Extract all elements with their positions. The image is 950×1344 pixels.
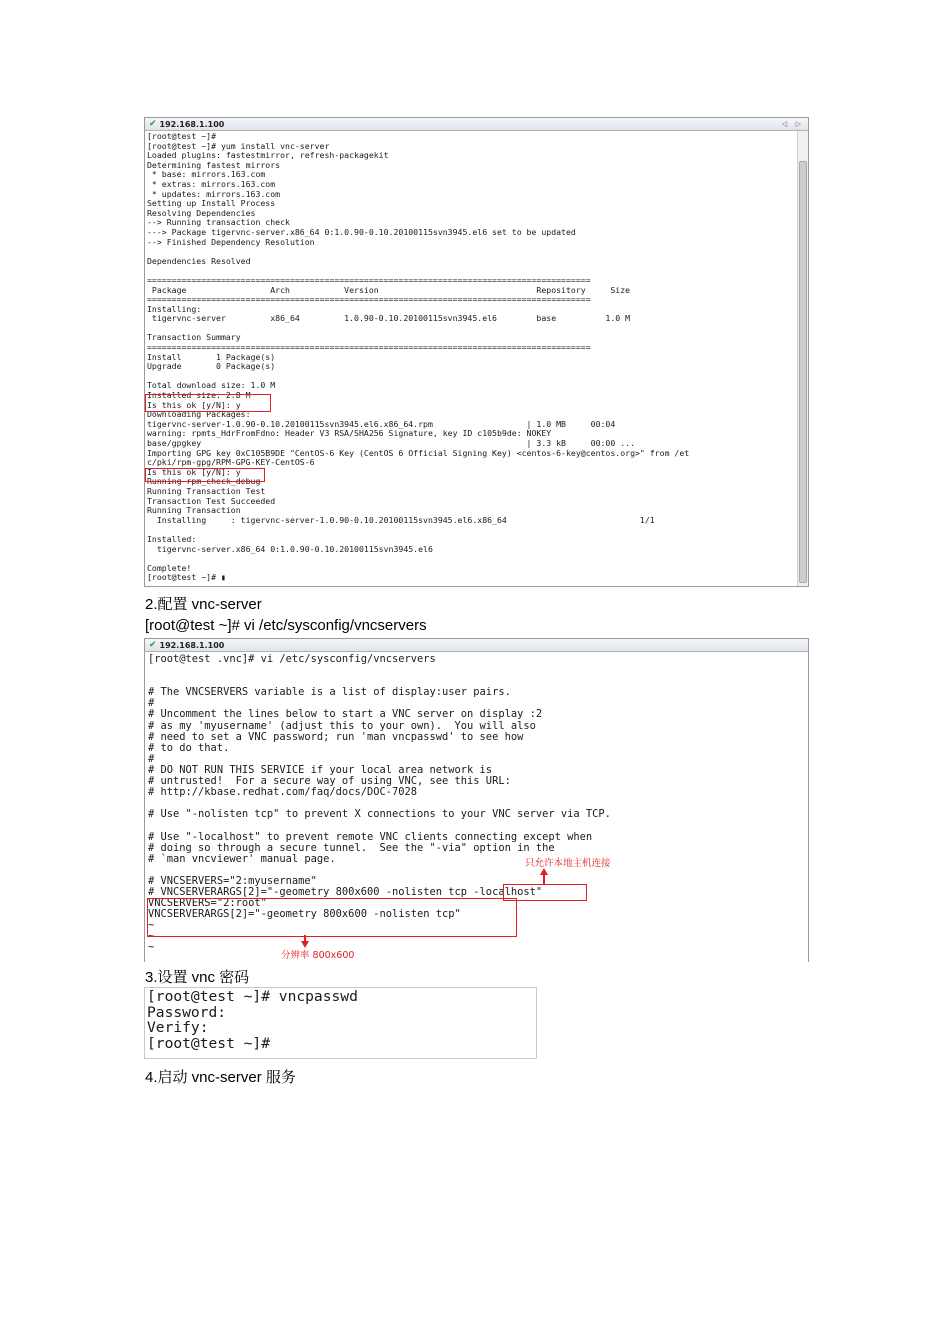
- highlight-box-confirm-2: [145, 468, 265, 482]
- step-3-caption: 3.设置 vnc 密码: [145, 969, 250, 986]
- terminal-output: [root@test .vnc]# vi /etc/sysconfig/vncservers # The VNCSERVERS variable is a list of display:user pairs. # # Uncomment the lines below to start a VNC server on display :2 # as my 'myusername' (adjust this to your own). You will also # need to set a VNC password; run 'man vncpasswd' to see how # to do that. # # DO NOT RUN THIS SERVICE if your local area network is # untrusted! For a secure way of using VNC, see this URL: # http://kbase.redhat.com/faq/docs/DOC-7028 # Use "-nolisten tcp" to prevent X connections to your VNC server via TCP. # Use "-localhost" to prevent remote VNC clients connecting except when # doing so through a secure tunnel. See the "-via" option in the # `man vncviewer' manual page. # VNCSERVERS="2:myusername" # VNCSERVERARGS[2]="-geometry 800x600 -nolisten tcp -localhost" VNCSERVERS="2:root" VNCSERVERARGS[2]="-geometry 800x600 -nolisten tcp" ~ ~ ~: [148, 653, 611, 954]
- terminal-titlebar: [145, 118, 808, 131]
- terminal-title: 192.168.1.100: [159, 119, 225, 129]
- highlight-box-confirm-1: [145, 394, 271, 412]
- terminal-title: 192.168.1.100: [159, 640, 225, 650]
- step-4-caption: 4.启动 vnc-server 服务: [145, 1069, 296, 1086]
- terminal-titlebar: [145, 639, 808, 652]
- arrow-up-icon: [540, 868, 548, 875]
- terminal-output: [root@test ~]# [root@test ~]# yum install vnc-server Loaded plugins: fastestmirror, refresh-packagekit Determining fastest mirrors * base: mirrors.163.com * extras: mirrors.163.com * updates: mirrors.163.com Setting up Install Process Resolving Dependencies --> Running transaction check ---> Package tigervnc-server.x86_64 0:1.0.90-0.10.20100115svn3945.el6 set to be updated --> Finished Dependency Resolution Dependencies Resolved ========================================================================================== Package Arch Version Repository Size ========================================================================================== Installing: tigervnc-server x86_64 1.0.90-0.10.20100115svn3945.el6 base 1.0 M Transaction Summary ========================================================================================== Install 1 Package(s) Upgrade 0 Package(s) Total download size: 1.0 M Installed size: 2.8 M Is this ok [y/N]: y Downloading Packages: tigervnc-server-1.0.90-0.10.20100115svn3945.el6.x86_64.rpm | 1.0 MB 00:04 warning: rpmts_HdrFromFdno: Header V3 RSA/SHA256 Signature, key ID c105b9de: NOKEY base/gpgkey | 3.3 kB 00:00 ... Importing GPG key 0xC105B9DE "CentOS-6 Key (CentOS 6 Official Signing Key) <centos-6-key@centos.org>" from /et c/pki/rpm-gpg/RPM-GPG-KEY-CentOS-6 Is this ok [y/N]: y Running rpm_check_debug Running Transaction Test Transaction Test Succeeded Running Transaction Installing : tigervnc-server-1.0.90-0.10.20100115svn3945.el6.x86_64 1/1 Installed: tigervnc-server.x86_64 0:1.0.90-0.10.20100115svn3945.el6 Complete! [root@test ~]# ▮: [147, 131, 690, 583]
- terminal-window-vncservers: [144, 638, 809, 962]
- annotation-resolution: 分辨率 800x600: [281, 950, 355, 961]
- check-icon: ✔: [149, 119, 157, 129]
- terminal-window-yum-install: [144, 117, 809, 587]
- check-icon: ✔: [149, 640, 157, 650]
- terminal-window-vncpasswd: [144, 987, 537, 1059]
- scrollbar-thumb[interactable]: [799, 161, 807, 583]
- tab-nav-arrows-icon[interactable]: ◁ ▷: [781, 120, 804, 128]
- scrollbar[interactable]: [797, 131, 808, 586]
- terminal-output: [root@test ~]# vncpasswd Password: Verify: [root@test ~]#: [147, 988, 358, 1053]
- annotation-arrow-up: [543, 874, 545, 884]
- highlight-box-root-config: [147, 898, 517, 937]
- step-2-caption: 2.配置 vnc-server: [145, 596, 262, 613]
- annotation-localhost-only: 只允许本地主机连接: [525, 858, 611, 869]
- step-2-command: [root@test ~]# vi /etc/sysconfig/vncservers: [145, 617, 427, 634]
